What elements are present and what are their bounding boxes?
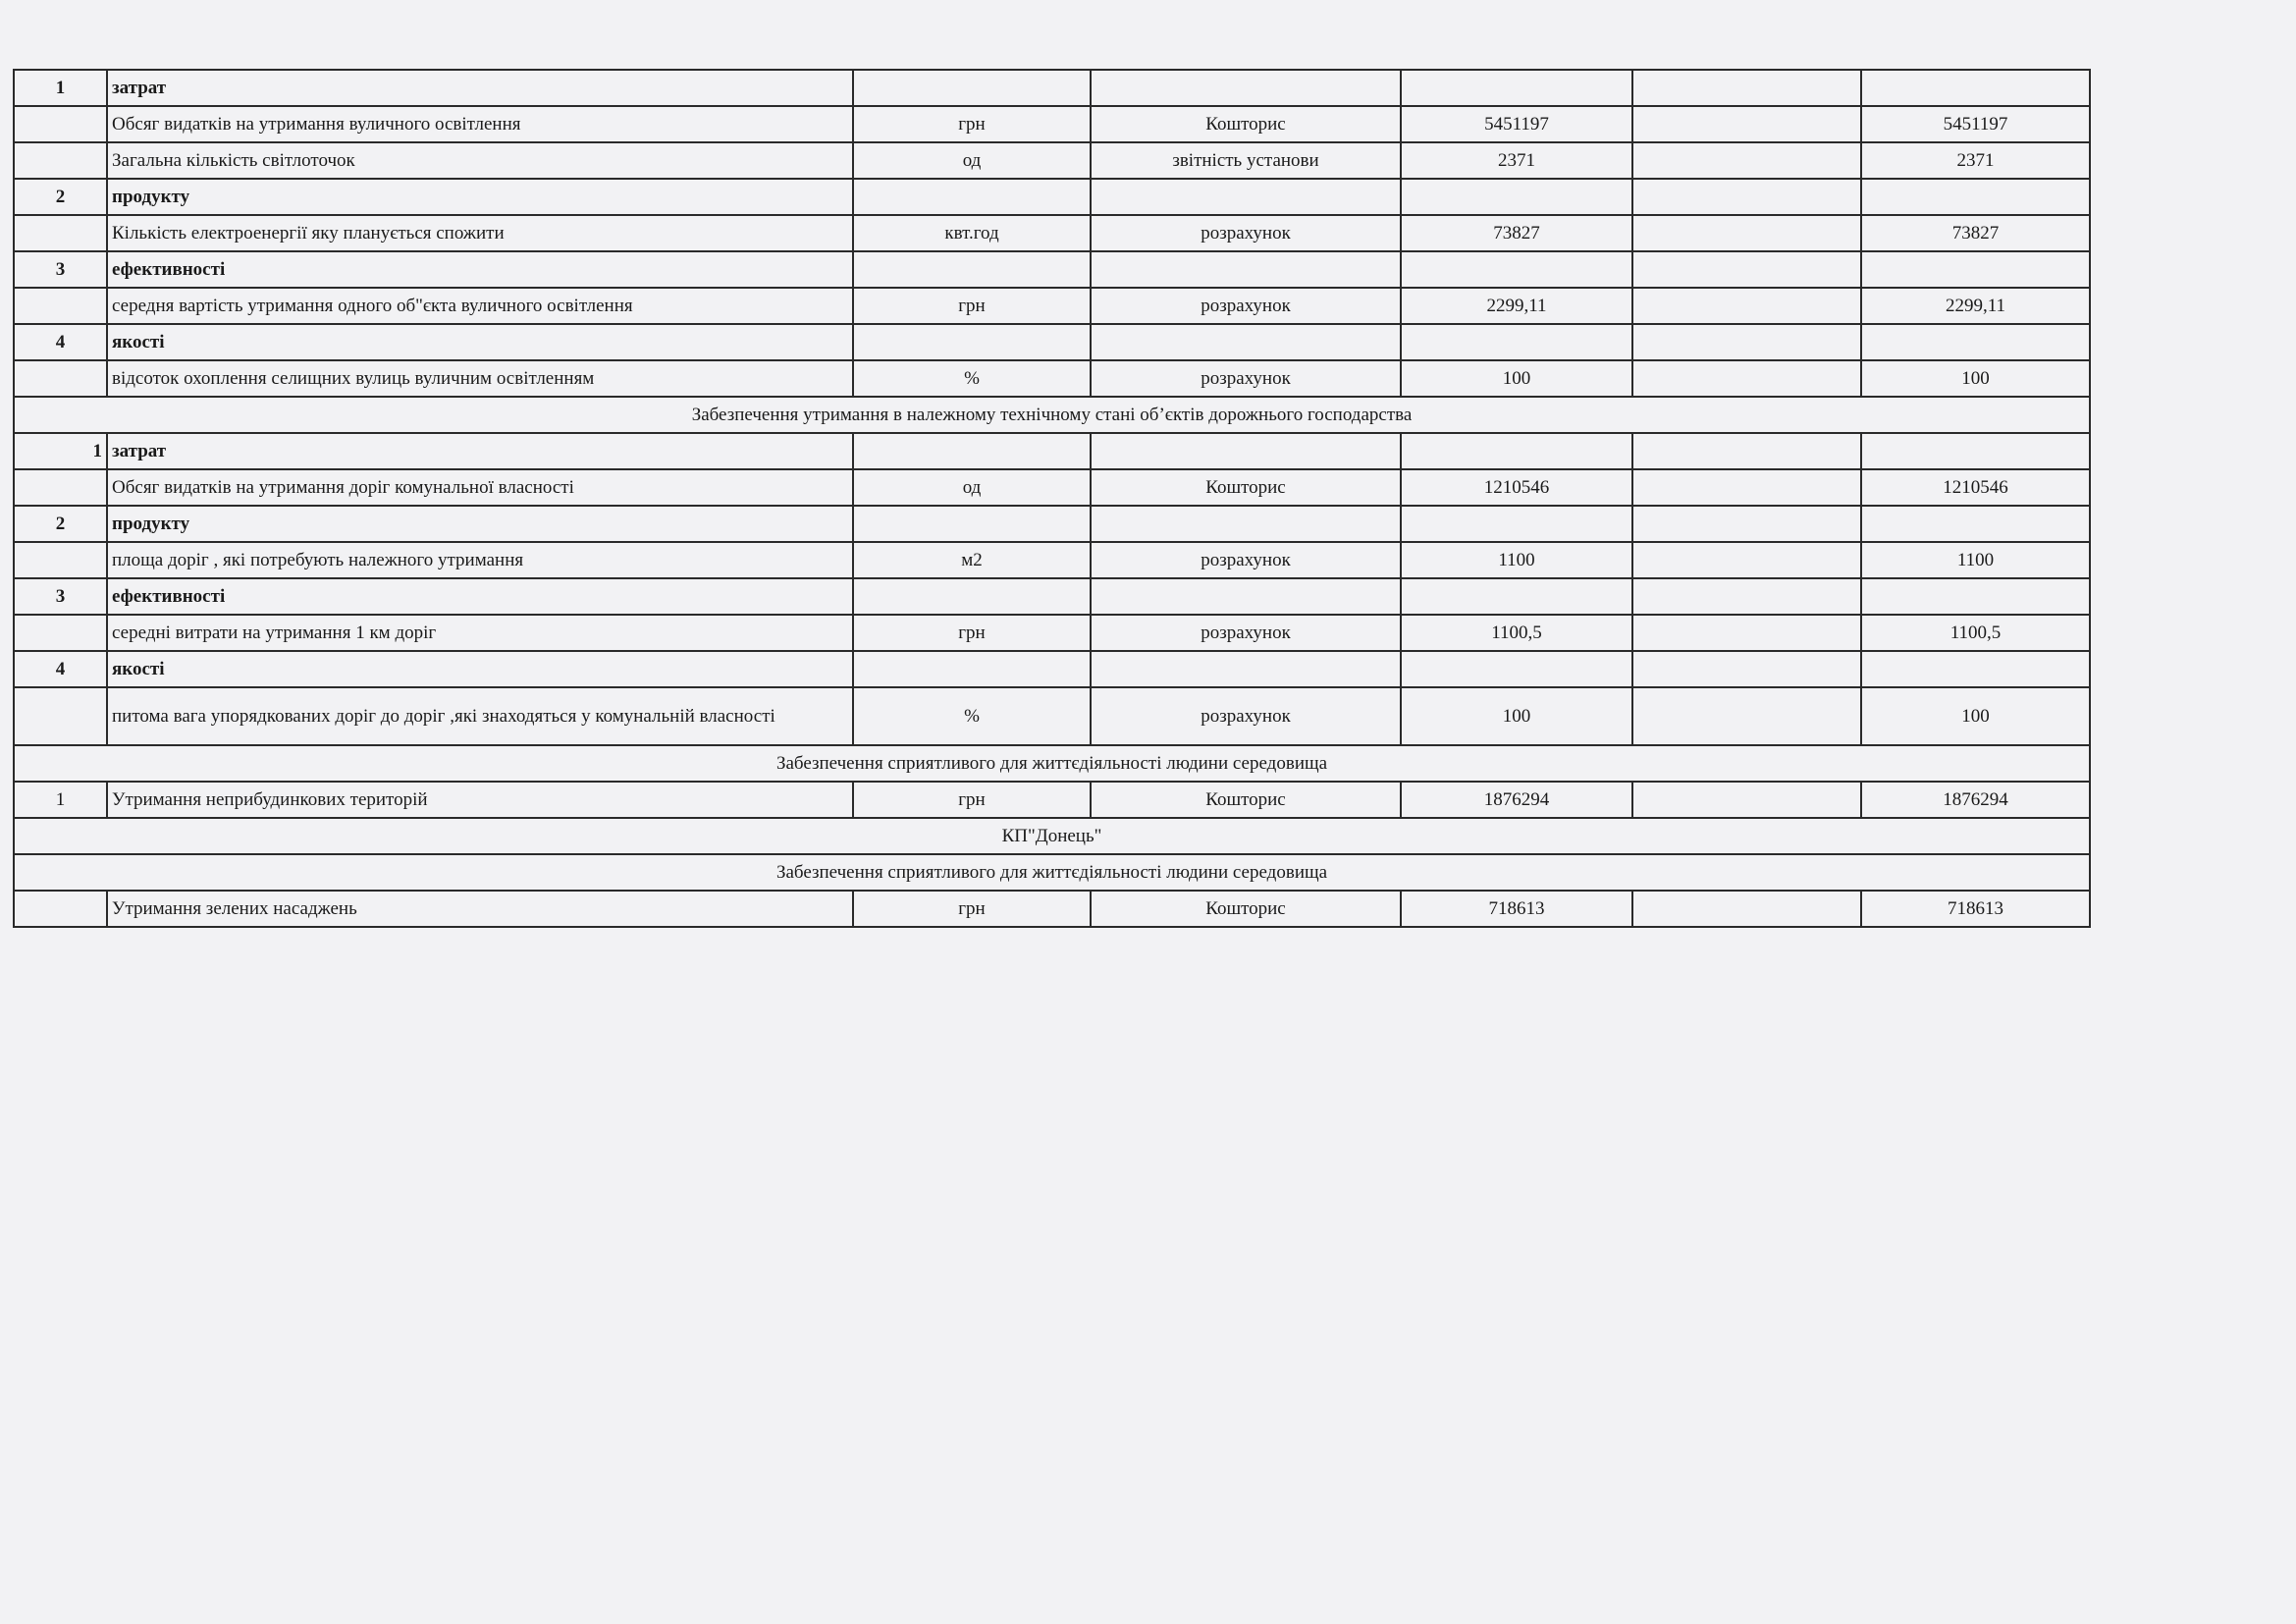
value-cell: 1100,5 (1401, 615, 1632, 651)
table-row (14, 542, 2090, 578)
indicator-name: середні витрати на утримання 1 км доріг (107, 615, 853, 651)
indicator-name: Обсяг видатків на утримання доріг комунальної власності (107, 469, 853, 506)
total-cell: 2299,11 (1861, 288, 2090, 324)
unit-cell: грн (853, 615, 1091, 651)
table-row (14, 615, 2090, 651)
value-cell (1632, 542, 1861, 578)
unit-cell: грн (853, 288, 1091, 324)
group-number: 1 (14, 70, 107, 106)
group-heading: якості (107, 324, 853, 360)
table-row (14, 578, 2090, 615)
group-number: 2 (14, 179, 107, 215)
value-cell (1632, 142, 1861, 179)
group-number: 2 (14, 506, 107, 542)
table-row (14, 179, 2090, 215)
total-cell: 1210546 (1861, 469, 2090, 506)
indicator-name: відсоток охоплення селищних вулиць вуличним освітленням (107, 360, 853, 397)
value-cell (1632, 615, 1861, 651)
source-cell: розрахунок (1091, 542, 1401, 578)
source-cell: розрахунок (1091, 687, 1401, 745)
section-title: Забезпечення сприятливого для життєдіяльності людини середовища (14, 745, 2090, 782)
row-number: 1 (14, 782, 107, 818)
indicator-name: Утримання неприбудинкових територій (107, 782, 853, 818)
total-cell: 1100,5 (1861, 615, 2090, 651)
value-cell (1632, 106, 1861, 142)
source-cell: розрахунок (1091, 215, 1401, 251)
section-row (14, 818, 2090, 854)
source-cell: звітність установи (1091, 142, 1401, 179)
value-cell (1632, 782, 1861, 818)
section-row (14, 854, 2090, 891)
group-heading: продукту (107, 179, 853, 215)
table-row (14, 215, 2090, 251)
table-row (14, 251, 2090, 288)
total-cell: 1100 (1861, 542, 2090, 578)
value-cell: 100 (1401, 360, 1632, 397)
table-row (14, 70, 2090, 106)
value-cell (1632, 469, 1861, 506)
value-cell: 1210546 (1401, 469, 1632, 506)
total-cell: 100 (1861, 360, 2090, 397)
unit-cell: грн (853, 106, 1091, 142)
table-row (14, 651, 2090, 687)
group-number: 4 (14, 651, 107, 687)
indicator-name: питома вага упорядкованих доріг до доріг ,які знаходяться у комунальній власності (107, 687, 853, 745)
table-row (14, 782, 2090, 818)
indicator-name: Загальна кількість світлоточок (107, 142, 853, 179)
value-cell (1632, 288, 1861, 324)
table-row (14, 433, 2090, 469)
indicator-name: Обсяг видатків на утримання вуличного освітлення (107, 106, 853, 142)
value-cell: 100 (1401, 687, 1632, 745)
section-title: КП"Донець" (14, 818, 2090, 854)
group-number: 1 (14, 433, 107, 469)
group-number: 4 (14, 324, 107, 360)
indicator-name: Кількість електроенергії яку планується спожити (107, 215, 853, 251)
table-row (14, 469, 2090, 506)
table-row (14, 506, 2090, 542)
table-row (14, 687, 2090, 745)
unit-cell: % (853, 360, 1091, 397)
indicator-name: площа доріг , які потребують належного утримання (107, 542, 853, 578)
source-cell: розрахунок (1091, 615, 1401, 651)
source-cell: розрахунок (1091, 288, 1401, 324)
source-cell: Кошторис (1091, 891, 1401, 927)
table-row (14, 142, 2090, 179)
section-title: Забезпечення сприятливого для життєдіяльності людини середовища (14, 854, 2090, 891)
unit-cell: квт.год (853, 215, 1091, 251)
total-cell: 73827 (1861, 215, 2090, 251)
value-cell: 73827 (1401, 215, 1632, 251)
unit-cell: % (853, 687, 1091, 745)
value-cell (1632, 687, 1861, 745)
group-number: 3 (14, 578, 107, 615)
section-row (14, 397, 2090, 433)
section-title: Забезпечення утримання в належному технічному стані об’єктів дорожнього господарства (14, 397, 2090, 433)
value-cell: 1876294 (1401, 782, 1632, 818)
unit-cell: грн (853, 782, 1091, 818)
group-heading: продукту (107, 506, 853, 542)
value-cell: 1100 (1401, 542, 1632, 578)
value-cell (1632, 360, 1861, 397)
section-row (14, 745, 2090, 782)
value-cell: 718613 (1401, 891, 1632, 927)
unit-cell: од (853, 469, 1091, 506)
total-cell: 718613 (1861, 891, 2090, 927)
total-cell: 1876294 (1861, 782, 2090, 818)
value-cell: 2371 (1401, 142, 1632, 179)
total-cell: 5451197 (1861, 106, 2090, 142)
value-cell: 2299,11 (1401, 288, 1632, 324)
unit-cell: грн (853, 891, 1091, 927)
value-cell: 5451197 (1401, 106, 1632, 142)
value-cell (1632, 891, 1861, 927)
indicator-name: середня вартість утримання одного об"єкта вуличного освітлення (107, 288, 853, 324)
source-cell: Кошторис (1091, 469, 1401, 506)
table-row (14, 891, 2090, 927)
total-cell: 100 (1861, 687, 2090, 745)
unit-cell: од (853, 142, 1091, 179)
group-heading: якості (107, 651, 853, 687)
total-cell: 2371 (1861, 142, 2090, 179)
group-heading: затрат (107, 433, 853, 469)
table-row (14, 106, 2090, 142)
group-heading: ефективності (107, 251, 853, 288)
table-row (14, 360, 2090, 397)
source-cell: розрахунок (1091, 360, 1401, 397)
value-cell (1632, 215, 1861, 251)
group-heading: ефективності (107, 578, 853, 615)
source-cell: Кошторис (1091, 782, 1401, 818)
unit-cell: м2 (853, 542, 1091, 578)
table-row (14, 324, 2090, 360)
group-number: 3 (14, 251, 107, 288)
indicators-table (13, 69, 2091, 928)
indicator-name: Утримання зелених насаджень (107, 891, 853, 927)
group-heading: затрат (107, 70, 853, 106)
source-cell: Кошторис (1091, 106, 1401, 142)
table-row (14, 288, 2090, 324)
